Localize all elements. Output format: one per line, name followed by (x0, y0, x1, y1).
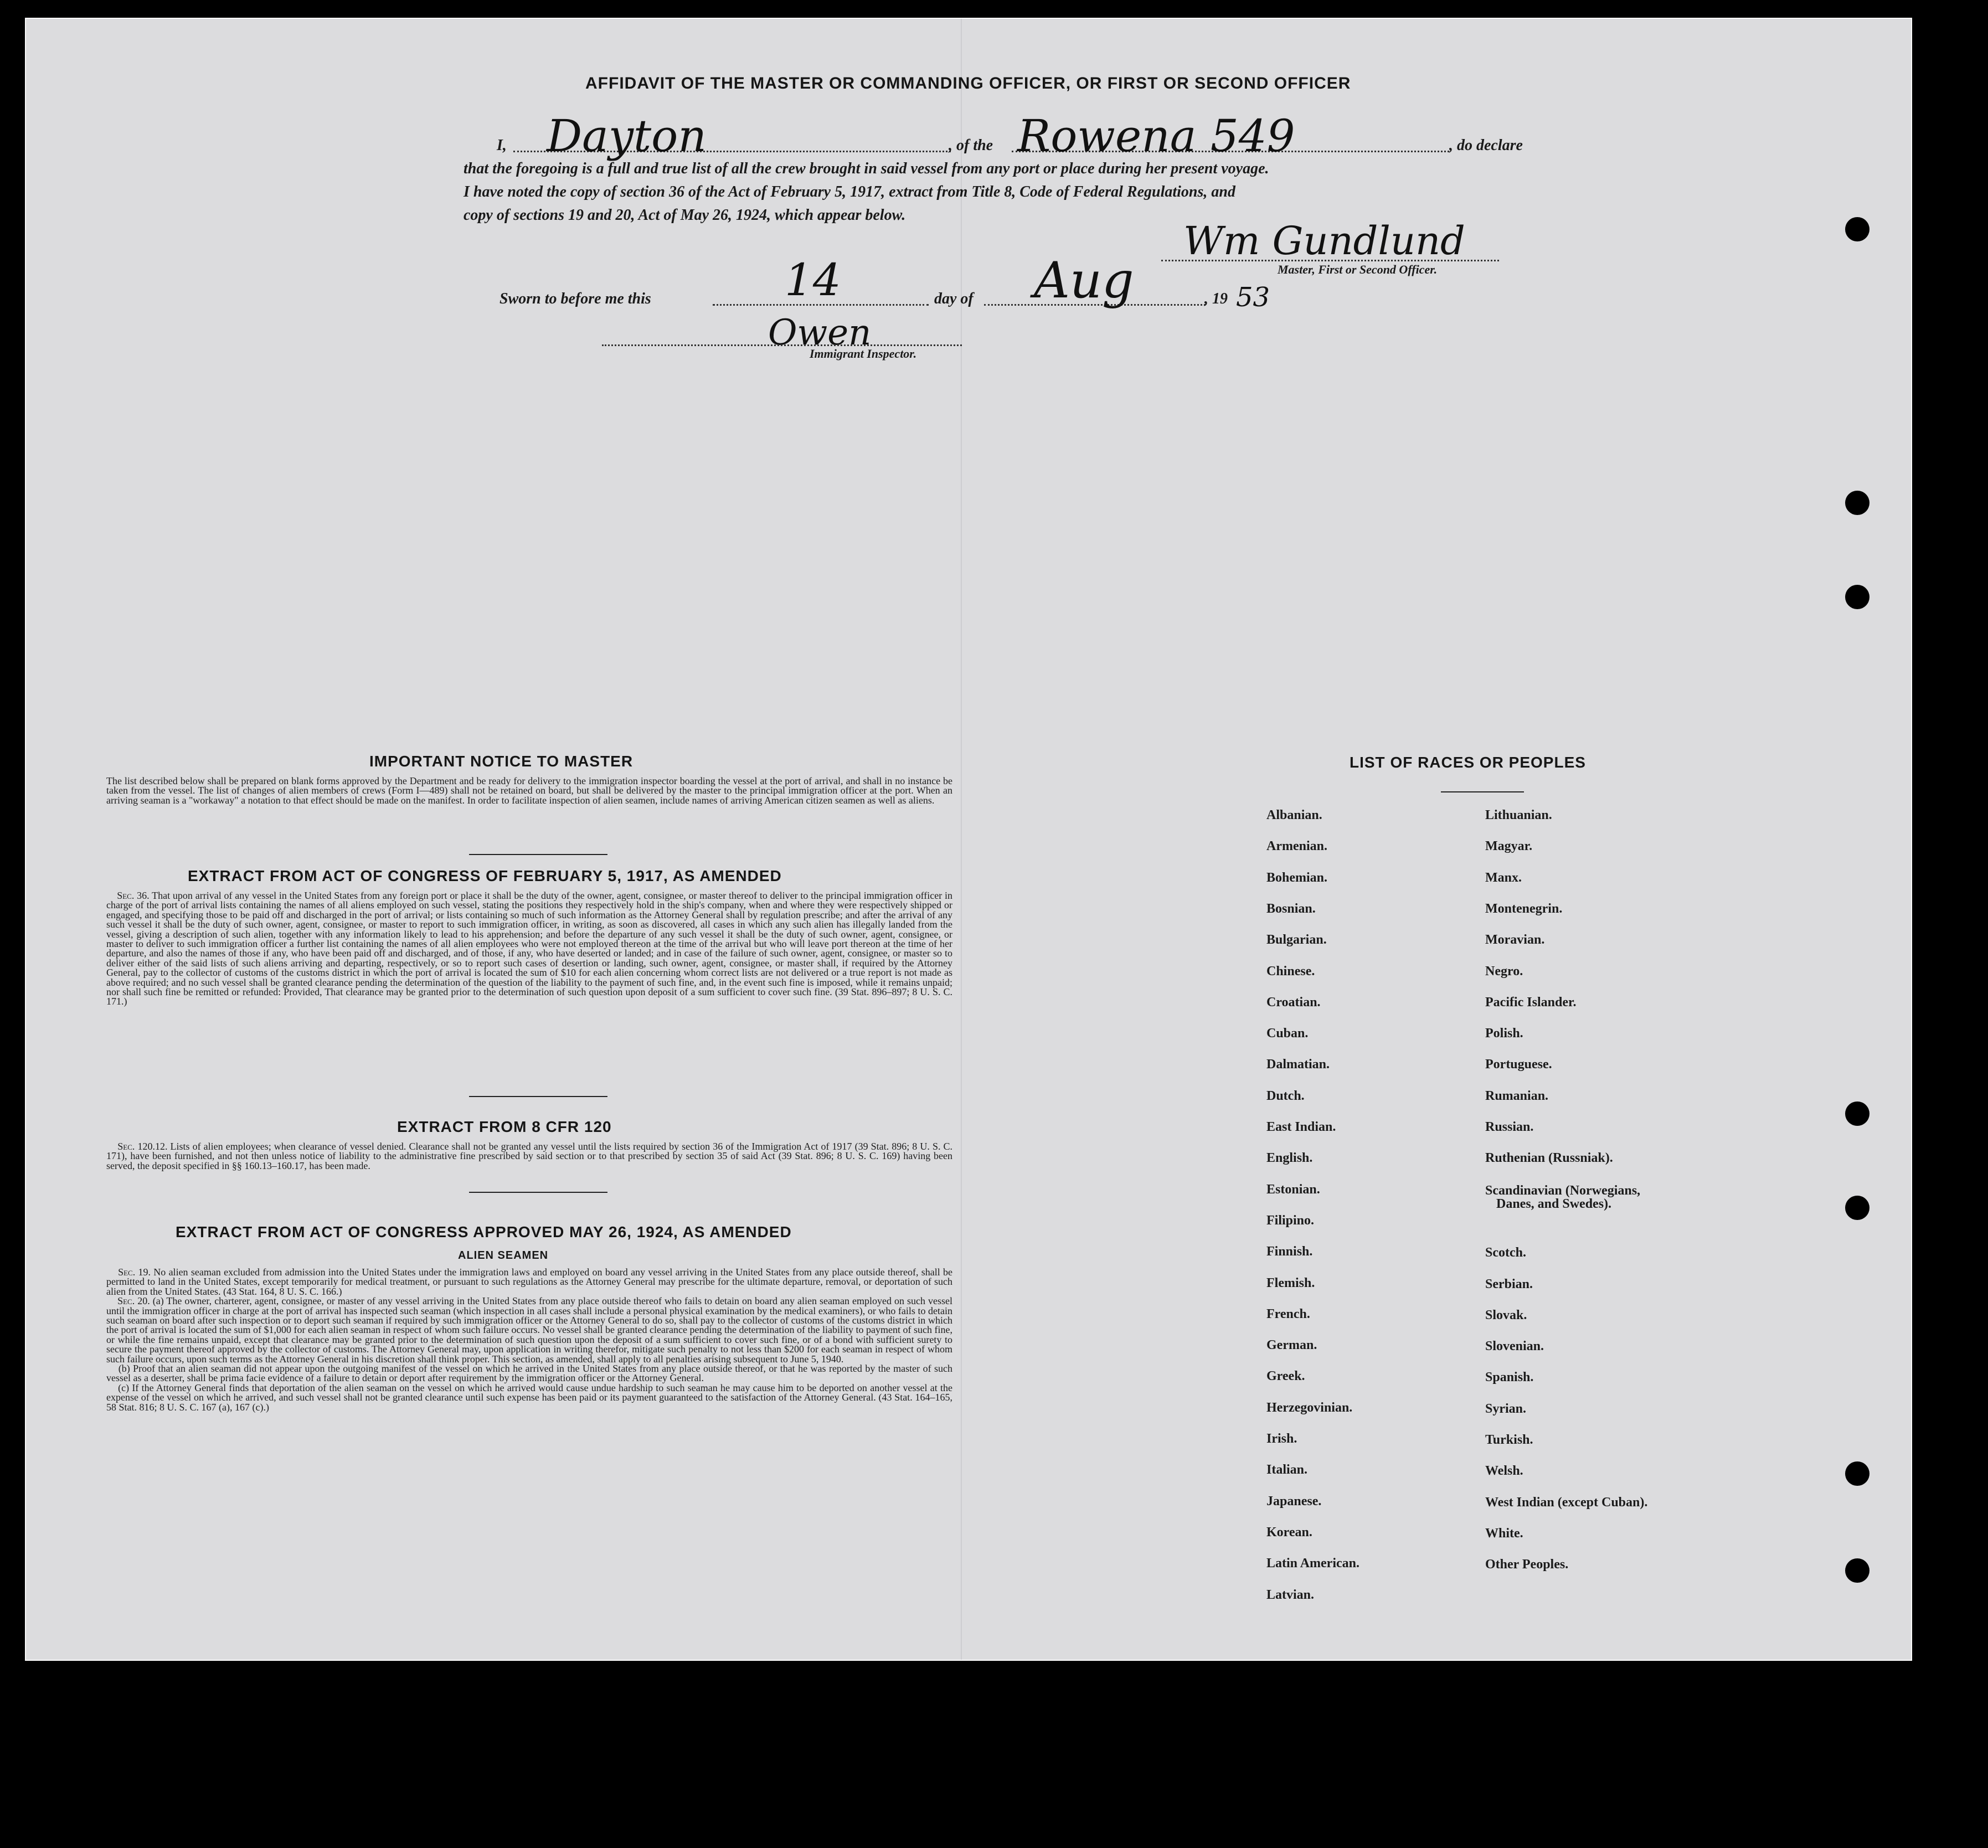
binder-hole (1845, 217, 1869, 241)
handwritten-name: Dayton (547, 110, 707, 162)
race-item: Filipino. (1266, 1213, 1315, 1228)
of-the-label: , of the (949, 137, 993, 154)
race-item: French. (1266, 1306, 1310, 1321)
sec-36-text: That upon arrival of any vessel in the United States from any foreign port or place it shall be the duty of the owner, agent, consignee, or master thereof to deliver to the principal immigration officer in charge of the port of arrival lists containing the names of all aliens employed on such vessel, stating the positions they respectively hold in the ship's company, when and where they were respectively shipped or engaged, and specifying those to be paid off and discharged in the port of arrival; or lists containing so much of such information as the Attorney General shall by regulation prescribe; and after the arrival of any such vessel it shall be the duty of such owner, agent, consignee, or master to report to such immigration officer, in writing, as soon as discovered, all cases in which any such alien has illegally landed from the vessel, giving a description of such alien, together with any information likely to lead to his apprehension; and before the departure of any such vessel it shall be the duty of such owner, agent, consignee, or master to deliver to such immigration officer a further list containing the names of all alien employees who were not employed thereon at the time of the arrival but who will leave port thereon at the time of her departure, and also the names of those if any, who have been paid off and discharged, and of those, if any, who have deserted or landed; and in case of the failure of such owner, agent, consignee, or master so to deliver either of the said lists of such aliens arriving and departing, respectively, or so to report such cases of desertion or landing, such owner, agent, consignee, or master shall, if required by the Attorney General, pay to the collector of customs of the customs district in which the port of arrival is located the sum of $10 for each alien concerning whom correct lists are not delivered or a true report is not made as above required; and no such vessel shall be granted clearance pending the determination of the question of the liability to the payment of such fine, and, in the event such fine is imposed, while it remains unpaid; nor shall such fine be remitted or refunded: Provided, That clearance may be granted prior to the determination of such question upon deposit of a sum sufficient to cover such fine. (39 Stat. 896–897; 8 U. S. C. 171.) (106, 890, 953, 1007)
extract-1917-text (106, 891, 952, 1007)
race-item: Herzegovinian. (1266, 1400, 1353, 1415)
inspector-label: Immigrant Inspector. (810, 347, 917, 361)
race-item: Spanish. (1485, 1370, 1534, 1385)
race-item: Scandinavian (Norwegians, (1485, 1183, 1641, 1198)
race-item: Rumanian. (1485, 1088, 1549, 1103)
affidavit-line-2: that the foregoing is a full and true list of all the crew brought in said vessel from any port or place during her present voyage. (463, 160, 1269, 177)
alien-seamen-subtitle: ALIEN SEAMEN (458, 1249, 549, 1262)
sec-120-text: Lists of alien employees; when clearance of vessel denied. Clearance shall not be granted any vessel until the lists required by section 36 of the Immigration Act of 1917 (39 Stat. 896; 8 U. S. C. 171), have been furnished, and not then unless notice of liability to the administrative fine prescribed by said section or to that prescribed by section 35 of said Act (39 Stat. 896; 8 U. S. C. 169) having been served, the deposit specified in §§ 160.13–160.17, has been made. (106, 1141, 953, 1171)
race-item: Ruthenian (Russniak). (1485, 1151, 1613, 1166)
race-item: Latvian. (1266, 1587, 1315, 1602)
race-item: Portuguese. (1485, 1057, 1552, 1072)
race-item: Negro. (1485, 964, 1523, 979)
sec-19-text: No alien seaman excluded from admission into the United States under the immigration laws and employed on board any vessel arriving in the United States from any place outside thereof, shall be permitted to land in the United States, except temporarily for medical treatment, or pursuant to such regulations as the Attorney General may prescribe for the ultimate departure, removal, or deportation of such alien from the United States. (43 Stat. 164, 8 U. S. C. 166.) (106, 1267, 953, 1297)
race-item: Manx. (1485, 870, 1522, 885)
race-item: Dalmatian. (1266, 1057, 1330, 1072)
sec-36-label: Sec. 36. (117, 890, 150, 901)
officer-label: Master, First or Second Officer. (1278, 262, 1438, 276)
race-item: Korean. (1266, 1525, 1312, 1540)
race-item: Bohemian. (1266, 870, 1328, 885)
sec-20b-text: (b) Proof that an alien seaman did not appear upon the outgoing manifest of the vessel on which he arrived in the United States from any place outside thereof, or that he was reported by the master of such vessel as a deserter, shall be prima facie evidence of a failure to detain or deport after requirement by the immigration officer or the Attorney General. (106, 1363, 953, 1384)
race-item: Armenian. (1266, 839, 1327, 854)
race-item: Italian. (1266, 1463, 1308, 1478)
extract-1917-title: EXTRACT FROM ACT OF CONGRESS OF FEBRUARY 5, 1917, AS AMENDED (188, 867, 782, 884)
sec-20-label: Sec. 20. (117, 1295, 150, 1307)
extract-1924-text (106, 1268, 952, 1412)
race-item: Flemish. (1266, 1275, 1315, 1290)
page-fold (961, 19, 962, 1660)
binder-hole (1845, 1196, 1869, 1220)
notice-title: IMPORTANT NOTICE TO MASTER (369, 753, 634, 770)
document-sheet (25, 18, 1912, 1661)
race-item: Slovenian. (1485, 1339, 1544, 1354)
extract-cfr-text (106, 1142, 952, 1171)
year-label: , 19 (1204, 290, 1228, 307)
race-item: Serbian. (1485, 1276, 1533, 1291)
handwritten-vessel: Rowena 549 (1017, 110, 1295, 162)
race-item: Latin American. (1266, 1556, 1359, 1571)
race-item: Irish. (1266, 1432, 1297, 1446)
race-item: East Indian. (1266, 1120, 1336, 1134)
race-item: Greek. (1266, 1369, 1305, 1384)
sec-120-label: Sec. 120.12. (117, 1141, 168, 1152)
sec-20c-text: (c) If the Attorney General finds that deportation of the alien seaman on the vessel on which he arrived would cause undue hardship to such seaman he may cause him to be deported on another vessel at the expense of the vessel on which he arrived, and such vessel shall not be granted clearance until such expense has been paid or its payment guaranteed to the satisfaction of the Attorney General. (43 Stat. 164–165, 58 Stat. 816; 8 U. S. C. 167 (a), 167 (c).) (106, 1382, 952, 1413)
race-item: White. (1485, 1526, 1523, 1541)
race-item: Dutch. (1266, 1088, 1305, 1103)
race-item: Moravian. (1485, 933, 1545, 948)
race-item: Russian. (1485, 1120, 1534, 1134)
divider (469, 1096, 607, 1097)
race-item: Syrian. (1485, 1401, 1527, 1416)
race-item: Cuban. (1266, 1026, 1309, 1041)
race-item: Polish. (1485, 1026, 1523, 1041)
binder-hole (1845, 1558, 1869, 1583)
divider (469, 854, 607, 855)
binder-hole (1845, 585, 1869, 609)
race-item: Welsh. (1485, 1464, 1523, 1479)
binder-hole (1845, 1461, 1869, 1486)
inspector-signature: Owen (768, 312, 872, 353)
officer-signature-line (1161, 260, 1499, 261)
race-item: Magyar. (1485, 839, 1533, 854)
divider (1441, 791, 1524, 792)
affidavit-line-4: copy of sections 19 and 20, Act of May 26, 1924, which appear below. (463, 207, 906, 224)
race-item: Danes, and Swedes). (1496, 1196, 1612, 1211)
race-item: Other Peoples. (1485, 1557, 1569, 1572)
race-item: Pacific Islander. (1485, 995, 1577, 1010)
sworn-label: Sworn to before me this (499, 290, 651, 307)
race-item: Turkish. (1485, 1433, 1533, 1447)
extract-cfr-title: EXTRACT FROM 8 CFR 120 (397, 1118, 612, 1135)
race-item: Chinese. (1266, 964, 1315, 979)
divider (469, 1192, 607, 1193)
handwritten-month: Aug (1034, 251, 1134, 310)
sec-19-label: Sec. 19. (118, 1267, 151, 1278)
race-item: Bosnian. (1266, 901, 1316, 916)
binder-hole (1845, 491, 1869, 515)
handwritten-year: 53 (1236, 282, 1270, 313)
race-item: Estonian. (1266, 1182, 1320, 1197)
officer-signature: Wm Gundlund (1183, 218, 1465, 264)
day-of-label: day of (934, 290, 974, 307)
affidavit-i-label: I, (497, 137, 507, 154)
race-item: Slovak. (1485, 1308, 1527, 1322)
race-item: West Indian (except Cuban). (1485, 1495, 1648, 1510)
affidavit-title: AFFIDAVIT OF THE MASTER OR COMMANDING OFFICER, OR FIRST OR SECOND OFFICER (585, 74, 1351, 92)
handwritten-day: 14 (785, 254, 841, 306)
race-item: Scotch. (1485, 1245, 1526, 1260)
extract-1924-title: EXTRACT FROM ACT OF CONGRESS APPROVED MAY 26, 1924, AS AMENDED (176, 1223, 792, 1240)
race-item: Albanian. (1266, 808, 1322, 822)
race-item: German. (1266, 1338, 1317, 1353)
race-item: English. (1266, 1151, 1313, 1166)
declare-label: , do declare (1449, 137, 1523, 154)
race-item: Montenegrin. (1485, 901, 1563, 916)
race-item: Croatian. (1266, 995, 1321, 1010)
binder-hole (1845, 1101, 1869, 1126)
race-item: Bulgarian. (1266, 933, 1327, 948)
affidavit-line-3: I have noted the copy of section 36 of the Act of February 5, 1917, extract from Title 8, Code of Federal Regulations, and (463, 183, 1235, 200)
race-item: Japanese. (1266, 1494, 1322, 1509)
race-item: Lithuanian. (1485, 808, 1552, 822)
notice-text: The list described below shall be prepared on blank forms approved by the Department and be ready for delivery to the immigration inspector boarding the vessel at the port of arrival, and shall in no instance be taken from the vessel. The list of changes of alien members of crews (Form I—489) shall not be retained on board, but shall be delivered by the master to the principal immigration officer at the port. When an arriving seaman is a "workaway" a notation to that effect should be made on the manifest. In order to facilitate inspection of alien seamen, include names of arriving American citizen seamen as well as aliens. (106, 775, 952, 806)
inspector-line (602, 344, 962, 346)
race-item: Finnish. (1266, 1244, 1313, 1259)
sec-20a-text: (a) The owner, charterer, agent, consignee, or master of any vessel arriving in the United States from any place outside thereof who fails to detain on board any alien seaman employed on such vessel until the immigration officer in charge at the port of arrival has inspected such seaman (which inspection in all cases shall include a personal physical examination by the medical examiners), or who fails to detain such seaman on board after such inspection or to deport such seaman if required by such immigration officer or the Attorney General to do so, shall pay to the collector of customs of the customs district in which the port of arrival is located the sum of $1,000 for each alien seaman in respect of whom such failure occurs. No vessel shall be granted clearance pending the determination of the liability to payment of such fine, or while the fine remains unpaid, except that clearance may be granted prior to the determination of such question upon the deposit of a sum sufficient to cover such fine, or of a bond with sufficient surety to secure the payment thereof approved by the collector of customs. The Attorney General may, upon application in writing therefor, mitigate such penalty to not less than $200 for each seaman in respect of whom such failure occurs, upon such terms as the Attorney General in his discretion shall think proper. This section, as amended, shall apply to all penalties arising subsequent to June 5, 1940. (106, 1295, 953, 1365)
races-title: LIST OF RACES OR PEOPLES (1350, 754, 1586, 771)
